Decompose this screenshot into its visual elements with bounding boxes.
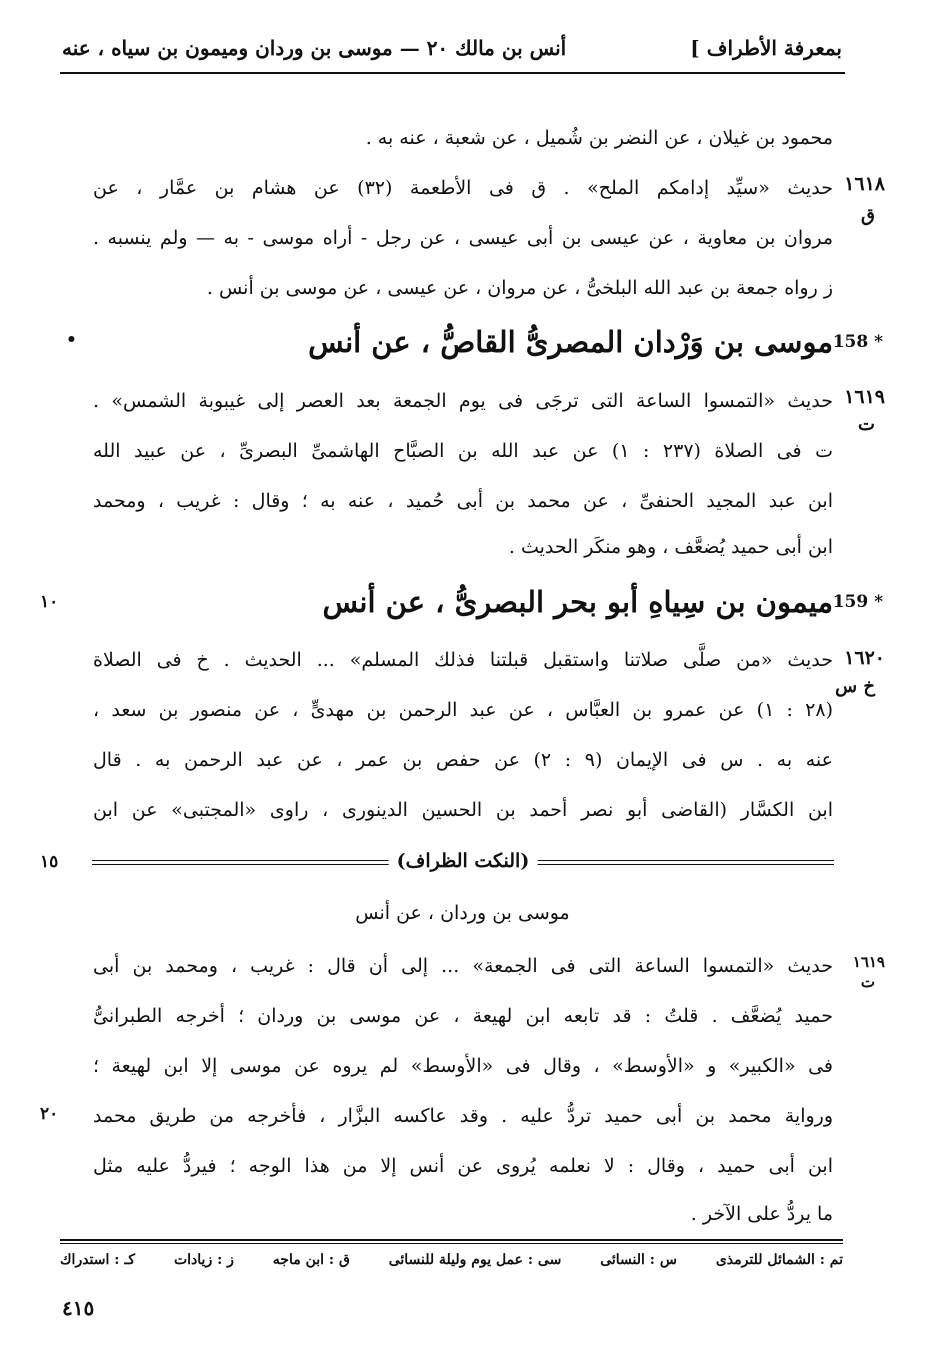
entry-number-1620: ١٦٢٠ <box>844 647 885 669</box>
nukat-1619-line-2: حميد يُضعَّف . قلتُ : قد تابعه ابن لهيعة ، عن موسى بن وردان ؛ أخرجه الطبرانىُّ <box>93 1005 833 1027</box>
entry-1618-line-2: مروان بن معاوية ، عن عيسى بن أبى عيسى ، عن رجل - أراه موسى - به — ولم ينسبه . <box>93 227 833 249</box>
narrator-title-159: ميمون بن سِياهِ أبو بحر البصرىُّ ، عن أنس <box>322 585 833 619</box>
legend-item: ز : زيادات <box>173 1252 234 1268</box>
nukat-1619-line-5: ابن أبى حميد ، وقال : لا نعلمه يُروى عن أنس إلا من هذا الوجه ؛ فيردُّ عليه مثل <box>93 1155 833 1177</box>
nukat-sigla-1619: ت <box>860 973 875 991</box>
entry-sigla-1618: ق <box>861 205 875 226</box>
legend-item: س : النسائى <box>600 1252 677 1268</box>
nukat-1619-line-1: حديث «التمسوا الساعة التى فى الجمعة» ... إلى أن قال : غريب ، ومحمد بن أبى <box>93 955 833 977</box>
footer-rule <box>60 1239 843 1241</box>
header-section-title: بمعرفة الأطراف ] <box>690 36 842 60</box>
header-chapter-title: أنس بن مالك ٢٠ — موسى بن وردان وميمون بن سياه ، عنه <box>62 36 567 60</box>
page-number: ٤١٥ <box>62 1296 95 1320</box>
entry-sigla-1620: خ س <box>835 676 875 697</box>
narrator-title-158: موسى بن وَرْدان المصرىُّ القاصُّ ، عن أنس <box>308 325 833 359</box>
entry-number-1618: ١٦١٨ <box>844 173 885 195</box>
legend-item: ق : ابن ماجه <box>272 1252 350 1268</box>
narrator-number-158: 158 * <box>832 332 883 352</box>
continuation-line: محمود بن غيلان ، عن النضر بن شُميل ، عن شعبة ، عنه به . <box>365 127 833 149</box>
entry-number-1619: ١٦١٩ <box>844 386 885 408</box>
entry-sigla-1619: ت <box>858 414 875 435</box>
nukat-subheading: موسى بن وردان ، عن أنس <box>355 902 570 924</box>
entry-1620-line-3: عنه به . س فى الإيمان (٩ : ٢) عن حفص بن عمر ، عن عبد الرحمن به . قال <box>93 749 833 771</box>
entry-1618-line-3: ز رواه جمعة بن عبد الله البلخىُّ ، عن مروان ، عن عيسى ، عن موسى بن أنس . <box>206 277 833 299</box>
sigla-legend <box>60 1252 843 1268</box>
entry-1620-line-2: (٢٨ : ١) عن عمرو بن العبَّاس ، عن عبد الرحمن بن مهدىٍّ ، عن منصور بن سعد ، <box>93 699 833 721</box>
legend-item: سى : عمل يوم وليلة للنسائى <box>388 1252 562 1268</box>
section-separator <box>92 852 834 874</box>
running-header <box>62 28 842 68</box>
entry-1619-line-3: ابن عبد المجيد الحنفىِّ ، عن محمد بن أبى حُميد ، عنه به ؛ وقال : غريب ، ومحمد <box>93 490 833 512</box>
entry-1620-line-1: حديث «من صلَّى صلاتنا واستقبل قبلتنا فذلك المسلم» ... الحديث . خ فى الصلاة <box>93 649 833 671</box>
line-number-20: ٢٠ <box>40 1104 59 1124</box>
footer-rule <box>60 1243 843 1244</box>
legend-item: كـ : استدراك <box>60 1252 136 1268</box>
header-rule <box>60 72 845 74</box>
entry-1619-line-1: حديث «التمسوا الساعة التى ترجَى فى يوم الجمعة بعد العصر إلى غيبوبة الشمس» . <box>93 390 833 412</box>
line-number-10: ١٠ <box>40 592 59 612</box>
nukat-number-1619: ١٦١٩ <box>852 953 885 971</box>
nukat-1619-line-3: فى «الكبير» و «الأوسط» ، وقال فى «الأوسط» لم يروه عن موسى إلا ابن لهيعة ؛ <box>93 1055 833 1077</box>
nukat-1619-line-6: ما يردُّ على الآخر . <box>690 1203 833 1225</box>
narrator-number-159: 159 * <box>832 592 883 612</box>
nukat-1619-line-4: ورواية محمد بن أبى حميد تردُّ عليه . وقد عاكسه البزَّار ، فأخرجه من طريق محمد <box>93 1105 833 1127</box>
entry-1620-line-4: ابن الكسَّار (القاضى أبو نصر أحمد بن الحسين الدينورى ، راوى «المجتبى» عن ابن <box>93 799 833 821</box>
entry-1619-line-4: ابن أبى حميد يُضعَّف ، وهو منكَر الحديث . <box>508 536 833 558</box>
entry-1618-line-1: حديث «سيِّد إدامكم الملح» . ق فى الأطعمة (٣٢) عن هشام بن عمَّار ، عن <box>93 177 833 199</box>
margin-dot: • <box>66 330 77 350</box>
separator-label: (النكت الظراف) <box>389 850 538 872</box>
legend-item: تم : الشمائل للترمذى <box>715 1252 843 1268</box>
entry-1619-line-2: ت فى الصلاة (٢٣٧ : ١) عن عبد الله بن الصبَّاح الهاشمىِّ البصرىِّ ، عن عبيد الله <box>93 440 834 462</box>
line-number-15: ١٥ <box>40 852 59 872</box>
